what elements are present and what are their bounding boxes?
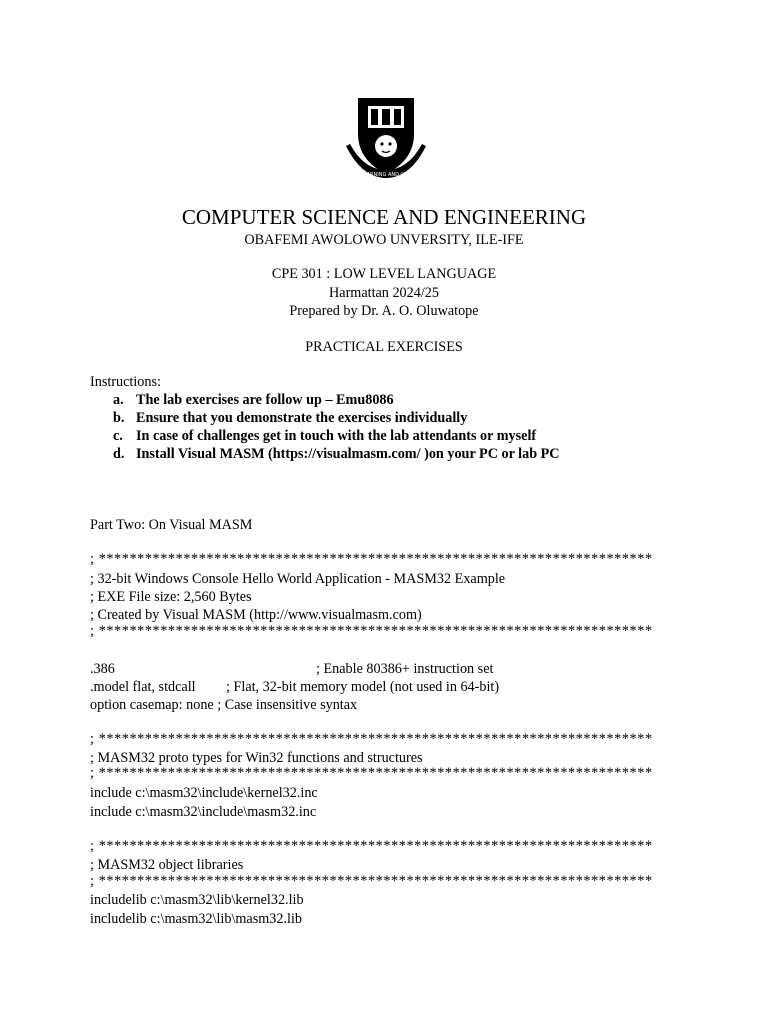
code-line: ; MASM32 object libraries: [90, 857, 244, 873]
code-line: includelib c:\masm32\lib\kernel32.lib: [90, 892, 304, 908]
instruction-item: [113, 392, 394, 409]
code-line: ; Created by Visual MASM (http://www.visualmasm.com): [90, 607, 422, 623]
code-line: ; EXE File size: 2,560 Bytes: [90, 589, 252, 605]
code-line: .model flat, stdcall: [90, 679, 196, 695]
instruction-text: Ensure that you demonstrate the exercises individually: [136, 410, 468, 426]
code-line: option casemap: none ; Case insensitive syntax: [90, 697, 358, 713]
university-crest-logo: [342, 94, 430, 180]
comment-divider: ; ************************************************************************: [90, 731, 653, 747]
comment-divider: ; ************************************************************************: [90, 623, 653, 639]
instruction-text: In case of challenges get in touch with the lab attendants or myself: [136, 428, 537, 444]
code-line: .386: [90, 661, 115, 677]
instruction-letter: c.: [113, 428, 123, 444]
university-name: OBAFEMI AWOLOWO UNVERSITY, ILE-IFE: [244, 232, 524, 248]
session-text: Harmattan 2024/25: [329, 285, 439, 301]
department-title: COMPUTER SCIENCE AND ENGINEERING: [181, 205, 587, 229]
instruction-item: [113, 446, 560, 463]
comment-divider: ; ************************************************************************: [90, 551, 653, 567]
code-line: include c:\masm32\include\masm32.inc: [90, 804, 317, 820]
instructions-label: Instructions:: [90, 374, 161, 390]
svg-text:FOR LEARNING AND CULTURE: FOR LEARNING AND CULTURE: [348, 172, 424, 178]
section-title: PRACTICAL EXERCISES: [305, 339, 463, 355]
instruction-letter: a.: [113, 392, 124, 408]
code-comment: ; Flat, 32-bit memory model (not used in 64-bit): [226, 679, 500, 695]
comment-divider: ; ************************************************************************: [90, 838, 653, 854]
code-comment: ; Enable 80386+ instruction set: [316, 661, 494, 677]
code-line: ; MASM32 proto types for Win32 functions and structures: [90, 750, 423, 766]
comment-divider: ; ************************************************************************: [90, 873, 653, 889]
author-text: Prepared by Dr. A. O. Oluwatope: [289, 303, 479, 319]
instruction-text: The lab exercises are follow up – Emu8086: [136, 392, 394, 408]
code-line: include c:\masm32\include\kernel32.inc: [90, 785, 318, 801]
comment-divider: ; ************************************************************************: [90, 765, 653, 781]
instruction-item: [113, 410, 467, 427]
instruction-item: [113, 428, 536, 445]
part-two-heading: Part Two: On Visual MASM: [90, 517, 253, 533]
instruction-letter: d.: [113, 446, 125, 462]
code-line: includelib c:\masm32\lib\masm32.lib: [90, 911, 303, 927]
course-title: CPE 301 : LOW LEVEL LANGUAGE: [271, 266, 497, 282]
instruction-letter: b.: [113, 410, 125, 426]
instruction-text: Install Visual MASM (https://visualmasm.com/ )on your PC or lab PC: [136, 446, 560, 462]
code-line: ; 32-bit Windows Console Hello World Application - MASM32 Example: [90, 571, 506, 587]
